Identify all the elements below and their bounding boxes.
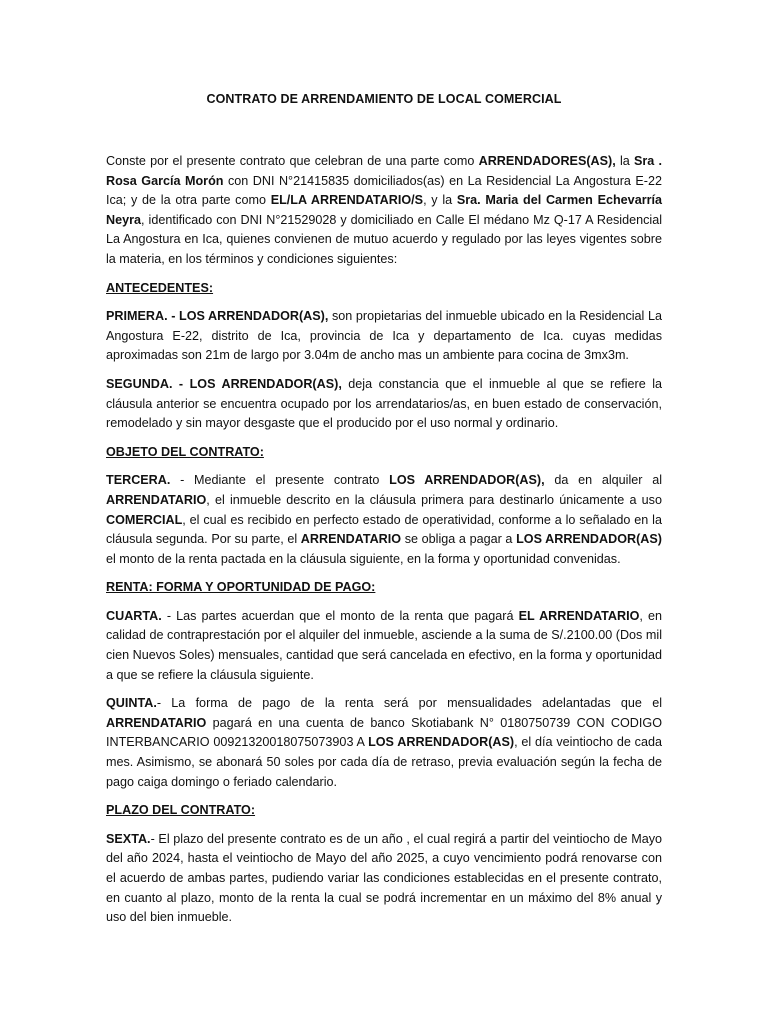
heading-objeto: OBJETO DEL CONTRATO: (106, 444, 264, 459)
document-title: CONTRATO DE ARRENDAMIENTO DE LOCAL COMERCIAL (206, 92, 562, 106)
clause-quinta-text-1: - La forma de pago de la renta será por mensualidades adelantadas que el (156, 696, 662, 711)
clause-tercera-text-6: el monto de la renta pactada en la cláusula siguiente, en la forma y oportunidad convenidas. (106, 551, 621, 566)
clause-tercera-bold-5: ARRENDATARIO (300, 532, 402, 547)
clause-tercera-text-3: , el inmueble descrito en la cláusula primera para destinarlo únicamente a uso (206, 492, 662, 507)
intro-text-1: Conste por el presente contrato que celebran de una parte como (106, 154, 479, 168)
clause-segunda-text-1: deja constancia que el inmueble al que se refiere la cláusula anterior se encuentra ocupado por los arrendatarios/as, en buen estado de conservación, remodelado y sin mayor desgaste que el producido por el uso normal y ordinario. (106, 376, 663, 431)
clause-cuarta-text-2: , en calidad de contraprestación por el alquiler del inmueble, asciende a la suma de S/.2100.00 (Dos mil cien Nuevos Soles) mensuales, cantidad que será cancelada en efectivo, en la forma y oportunidad a que se refiere la cláusula siguiente. (106, 608, 662, 682)
clause-primera-bold-1: PRIMERA. - LOS ARRENDADOR(AS), (106, 309, 329, 324)
clause-quinta (106, 694, 662, 792)
clause-tercera-text-5: se obliga a pagar a (401, 532, 517, 547)
intro-paragraph (106, 152, 662, 270)
heading-plazo: PLAZO DEL CONTRATO: (106, 803, 256, 818)
clause-cuarta-text-1: - Las partes acuerdan que el monto de la renta que pagará (161, 608, 519, 623)
clause-primera (106, 307, 662, 366)
clause-cuarta-bold-2: EL ARRENDATARIO (518, 608, 640, 623)
intro-bold-3: EL/LA ARRENDATARIO/S (270, 193, 424, 208)
intro-bold-2: Sra . Rosa García Morón (106, 154, 662, 188)
intro-text-2: la (615, 154, 634, 168)
intro-text-5: , identificado con DNI N°21529028 y domiciliado en Calle El médano Mz Q-17 A Residencial La Angostura en Ica, quienes convienen de mutuo acuerdo y regulado por las leyes vigentes sobre la materia, en los términos y condiciones siguientes: (106, 212, 662, 266)
clause-segunda-bold-1: SEGUNDA. - LOS ARRENDADOR(AS), (106, 376, 342, 391)
intro-bold-1: ARRENDADORES(AS), (478, 154, 616, 168)
clause-tercera-text-1: - Mediante el presente contrato (170, 473, 390, 488)
clause-cuarta (106, 607, 662, 685)
clause-tercera-bold-1: TERCERA. (106, 473, 171, 488)
clause-tercera-bold-3: ARRENDATARIO (106, 492, 207, 507)
clause-sexta-text-1: - El plazo del presente contrato es de un año , el cual regirá a partir del veintiocho de Mayo del año 2024, hasta el veintiocho de Mayo del año 2025, a cuyo vencimiento podrá renovarse con el acuerdo de ambas partes, pudiendo variar las condiciones establecidas en el presente contrato, en cuanto al plazo, monto de la renta la cual se podrá incrementar en un máximo del 8% anual y uso del bien inmueble. (106, 831, 662, 925)
clause-quinta-text-2: pagará en una cuenta de banco Skotiabank N° 0180750739 CON CODIGO INTERBANCARIO 00921320018075073903 A (106, 715, 662, 750)
clause-tercera-bold-6: LOS ARRENDADOR(AS) (516, 532, 662, 547)
intro-text-3: con DNI N°21415835 domiciliados(as) en La Residencial La Angostura E-22 Ica; y de la otra parte como (106, 173, 662, 208)
clause-primera-text-1: son propietarias del inmueble ubicado en la Residencial La Angostura E-22, distrito de Ica, provincia de Ica y departamento de Ica. cuyas medidas aproximadas son 21m de largo por 3.04m de ancho mas un ambiente para cocina de 3mx3m. (106, 309, 662, 363)
clause-cuarta-bold-1: CUARTA. (106, 608, 162, 623)
clause-quinta-bold-3: LOS ARRENDADOR(AS) (368, 735, 515, 750)
clause-quinta-bold-1: QUINTA. (106, 696, 157, 711)
clause-tercera-text-2: da en alquiler al (544, 473, 662, 488)
intro-text-4: , y la (423, 193, 457, 208)
clause-tercera-bold-4: COMERCIAL (106, 512, 183, 527)
clause-sexta (106, 830, 662, 928)
heading-antecedentes: ANTECEDENTES: (106, 280, 214, 295)
clause-quinta-bold-2: ARRENDATARIO (106, 715, 207, 730)
clause-tercera-bold-2: LOS ARRENDADOR(AS), (389, 473, 545, 488)
clause-tercera-text-4: , el cual es recibido en perfecto estado de operatividad, conforme a lo señalado en la cláusula segunda. Por su parte, el (106, 512, 662, 547)
clause-sexta-bold-1: SEXTA. (106, 831, 151, 846)
clause-tercera (106, 471, 662, 569)
intro-bold-4: Sra. Maria del Carmen Echevarría Neyra (106, 193, 662, 227)
clause-quinta-text-3: , el día veintiocho de cada mes. Asimismo, se abonará 50 soles por cada día de retraso, previa evaluación según la fecha de pago caiga domingo o feriado calendario. (106, 735, 662, 789)
clause-segunda (106, 375, 662, 434)
heading-renta: RENTA: FORMA Y OPORTUNIDAD DE PAGO: (106, 580, 376, 595)
